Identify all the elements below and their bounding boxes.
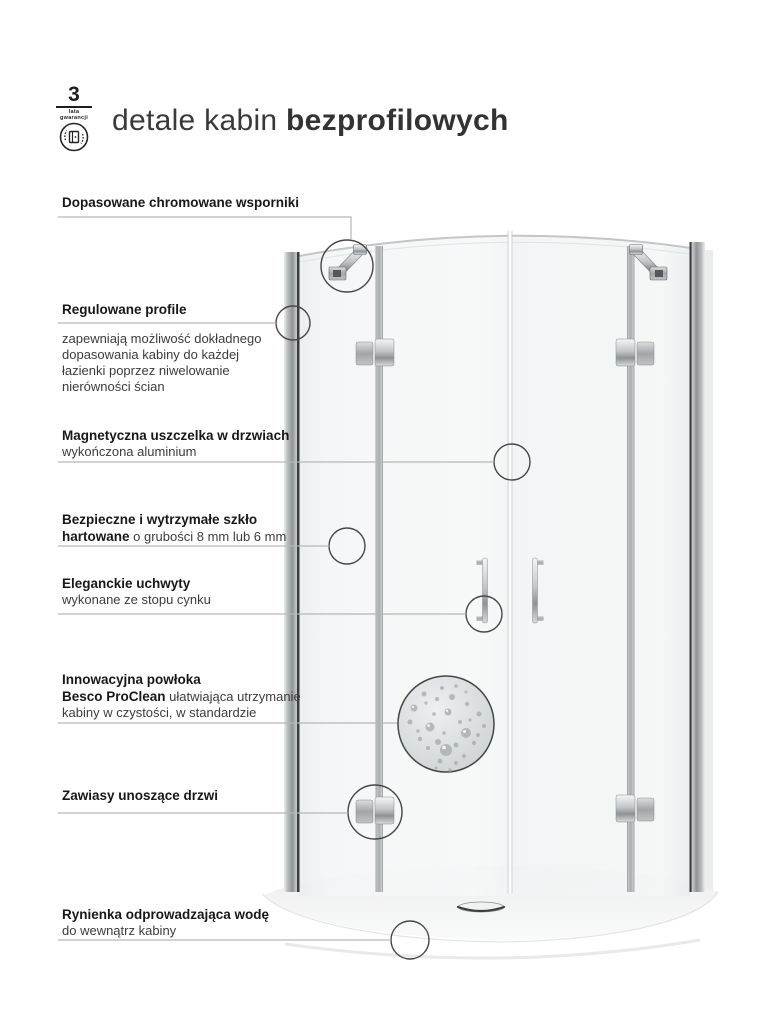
feature-handles-desc: wykonane ze stopu cynku: [62, 592, 211, 607]
feature-proclean-desc: ułatwiająca utrzymanie kabiny w czystości, w standardzie: [62, 689, 301, 720]
wall-profile-right: [690, 242, 714, 892]
feature-hinges: [62, 787, 314, 804]
hinge-upper-right-icon: [616, 339, 654, 366]
hinge-lower-right-icon: [616, 795, 654, 822]
hinge-lower-left-icon: [356, 797, 394, 824]
warranty-years: 3: [56, 84, 92, 108]
feature-proclean-title-line2: Besco ProClean: [62, 689, 166, 704]
feature-seal-desc: wykończona aluminium: [62, 444, 197, 459]
feature-brackets-title: Dopasowane chromowane wsporniki: [62, 195, 300, 210]
feature-hinges-title: Zawiasy unoszące drzwi: [62, 788, 219, 803]
page-title-light: detale kabin: [112, 104, 278, 137]
feature-handles: [62, 575, 314, 608]
feature-gutter: [62, 906, 314, 939]
droplets-circle: [398, 676, 494, 772]
feature-proclean: [62, 671, 324, 721]
feature-glass: [62, 511, 314, 545]
door-seam: [508, 231, 513, 893]
feature-glass-title: Bezpieczne i wytrzymałe szkło hartowane: [62, 512, 258, 544]
connector-line-brackets: [58, 217, 351, 239]
feature-brackets: [62, 194, 314, 211]
feature-glass-desc: o grubości 8 mm lub 6 mm: [133, 529, 287, 544]
feature-proclean-title-line1: Innowacyjna powłoka: [62, 672, 201, 687]
feature-seal: [62, 427, 314, 460]
hinge-upper-left-icon: [356, 339, 394, 366]
feature-gutter-desc: do wewnątrz kabiny: [62, 923, 177, 938]
feature-seal-title: Magnetyczna uszczelka w drzwiach: [62, 428, 290, 443]
warranty-caption: lata gwarancji: [59, 109, 89, 121]
feature-profiles: [62, 301, 314, 318]
feature-profiles-title: Regulowane profile: [62, 302, 187, 317]
feature-profiles-desc: zapewniają możliwość dokładnego dopasowania kabiny do każdej łazienki poprzez niwelowanie nierówności ścian: [62, 331, 262, 394]
feature-gutter-title: Rynienka odprowadzająca wodę: [62, 907, 270, 922]
page-title-bold: bezprofilowych: [286, 104, 509, 137]
feature-handles-title: Eleganckie uchwyty: [62, 576, 191, 591]
